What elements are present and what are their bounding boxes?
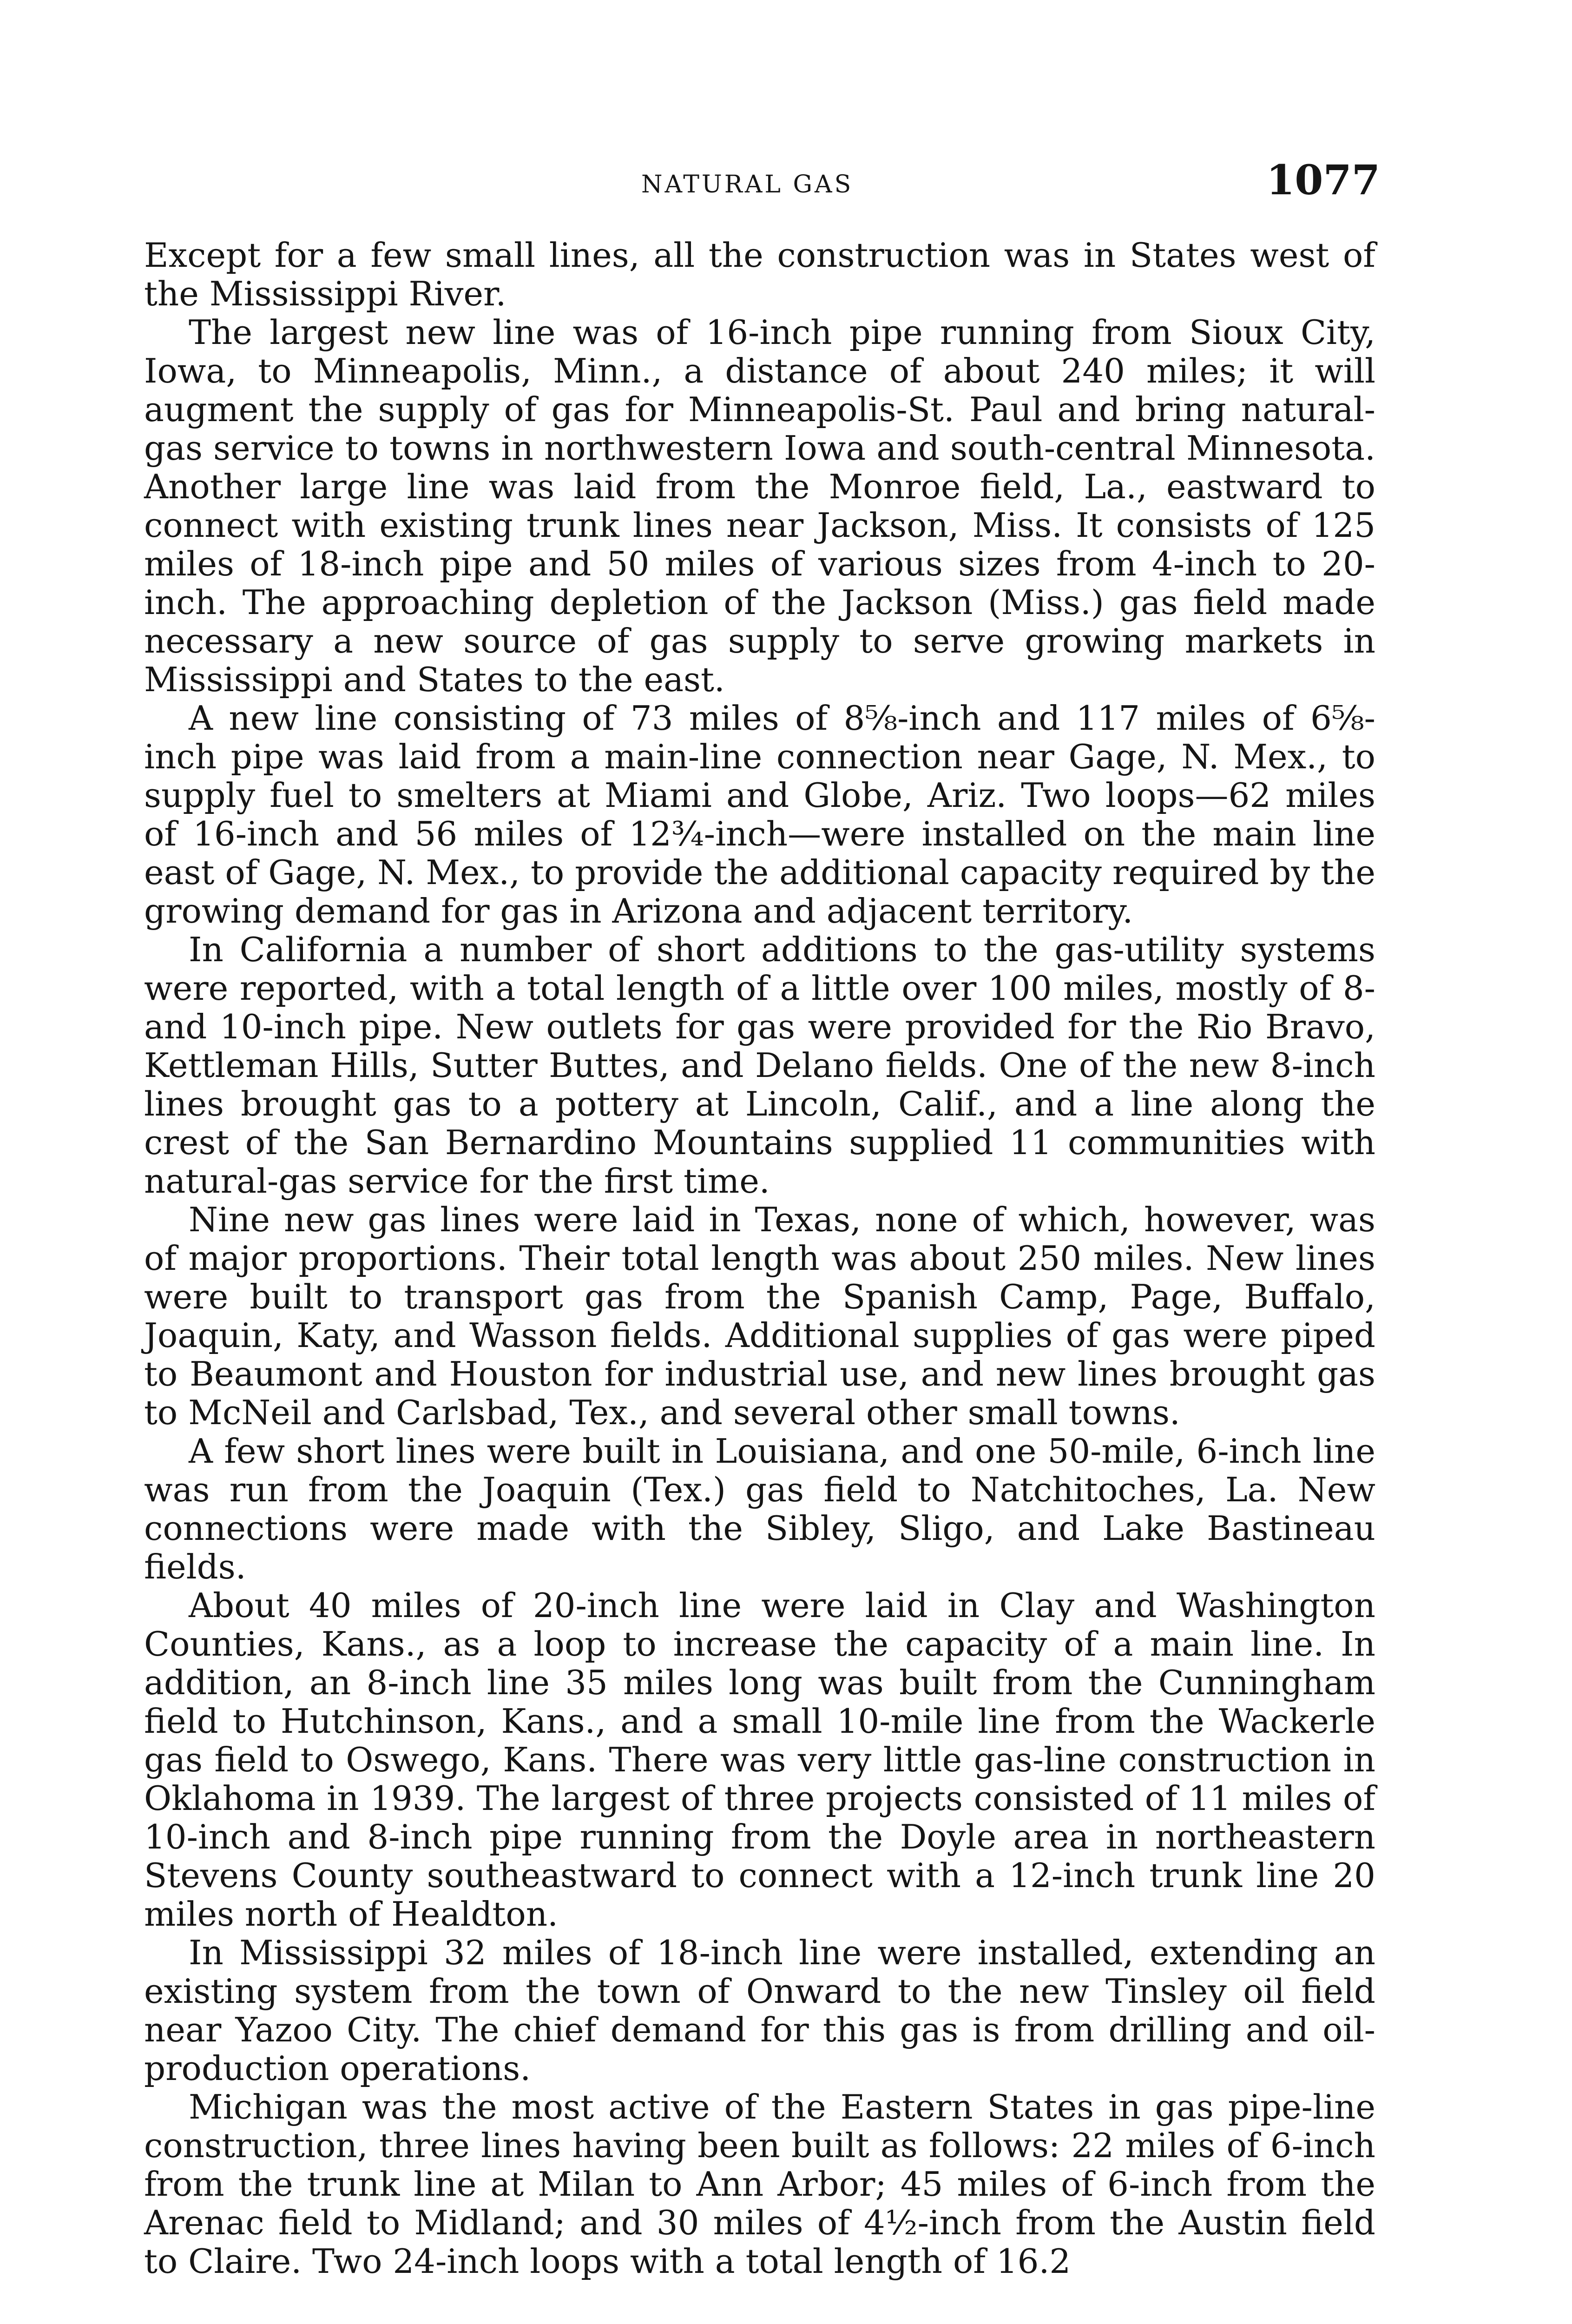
running-head	[149, 156, 1380, 207]
paragraph: About 40 miles of 20-inch line were laid in Clay and Washington Counties, Kans., as a loop to increase the capacity of a main line. In addition, an 8-inch line 35 miles long was built from the Cunningham field to Hutchinson, Kans., and a small 10-mile line from the Wackerle gas field to Oswego, Kans. There was very little gas-line construction in Oklahoma in 1939. The largest of three projects consisted of 11 miles of 10-inch and 8-inch pipe running from the Doyle area in northeastern Stevens County southeastward to connect with a 12-inch trunk line 20 miles north of Healdton.	[144, 1586, 1375, 1934]
paragraph: The largest new line was of 16-inch pipe running from Sioux City, Iowa, to Minneapolis, Minn., a distance of about 240 miles; it will augment the supply of gas for Minneapolis-St. Paul and bring natural-gas service to towns in northwestern Iowa and south-central Minnesota. Another large line was laid from the Monroe field, La., eastward to connect with existing trunk lines near Jackson, Miss. It consists of 125 miles of 18-inch pipe and 50 miles of various sizes from 4-inch to 20-inch. The approaching depletion of the Jackson (Miss.) gas field made necessary a new source of gas supply to serve growing markets in Mississippi and States to the east.	[144, 313, 1375, 699]
paragraph: In Mississippi 32 miles of 18-inch line were installed, extending an existing system from the town of Onward to the new Tinsley oil field near Yazoo City. The chief demand for this gas is from drilling and oil-production operations.	[144, 1933, 1375, 2088]
paragraph: A new line consisting of 73 miles of 8⅝-inch and 117 miles of 6⅝-inch pipe was laid from a main-line connection near Gage, N. Mex., to supply fuel to smelters at Miami and Globe, Ariz. Two loops—62 miles of 16-inch and 56 miles of 12¾-inch—were installed on the main line east of Gage, N. Mex., to provide the additional capacity required by the growing demand for gas in Arizona and adjacent territory.	[144, 699, 1375, 931]
paragraph: In California a number of short additions to the gas-utility systems were reported, with a total length of a little over 100 miles, mostly of 8- and 10-inch pipe. New outlets for gas were provided for the Rio Bravo, Kettleman Hills, Sutter Buttes, and Delano fields. One of the new 8-inch lines brought gas to a pottery at Lincoln, Calif., and a line along the crest of the San Bernardino Mountains supplied 11 communities with natural-gas service for the first time.	[144, 930, 1375, 1201]
page-number: 1077	[1266, 156, 1380, 204]
paragraph: Except for a few small lines, all the construction was in States west of the Mississippi River.	[144, 236, 1375, 313]
body-text	[144, 236, 1375, 2281]
paragraph: Michigan was the most active of the Eastern States in gas pipe-line construction, three lines having been built as follows: 22 miles of 6-inch from the trunk line at Milan to Ann Arbor; 45 miles of 6-inch from the Arenac field to Midland; and 30 miles of 4½-inch from the Austin field to Claire. Two 24-inch loops with a total length of 16.2	[144, 2087, 1375, 2281]
running-title: NATURAL GAS	[641, 171, 854, 198]
paragraph: Nine new gas lines were laid in Texas, none of which, however, was of major proportions. Their total length was about 250 miles. New lines were built to transport gas from the Spanish Camp, Page, Buffalo, Joaquin, Katy, and Wasson fields. Additional supplies of gas were piped to Beaumont and Houston for industrial use, and new lines brought gas to McNeil and Carlsbad, Tex., and several other small towns.	[144, 1200, 1375, 1432]
paragraph: A few short lines were built in Louisiana, and one 50-mile, 6-inch line was run from the Joaquin (Tex.) gas field to Natchitoches, La. New connections were made with the Sibley, Sligo, and Lake Bastineau fields.	[144, 1432, 1375, 1586]
